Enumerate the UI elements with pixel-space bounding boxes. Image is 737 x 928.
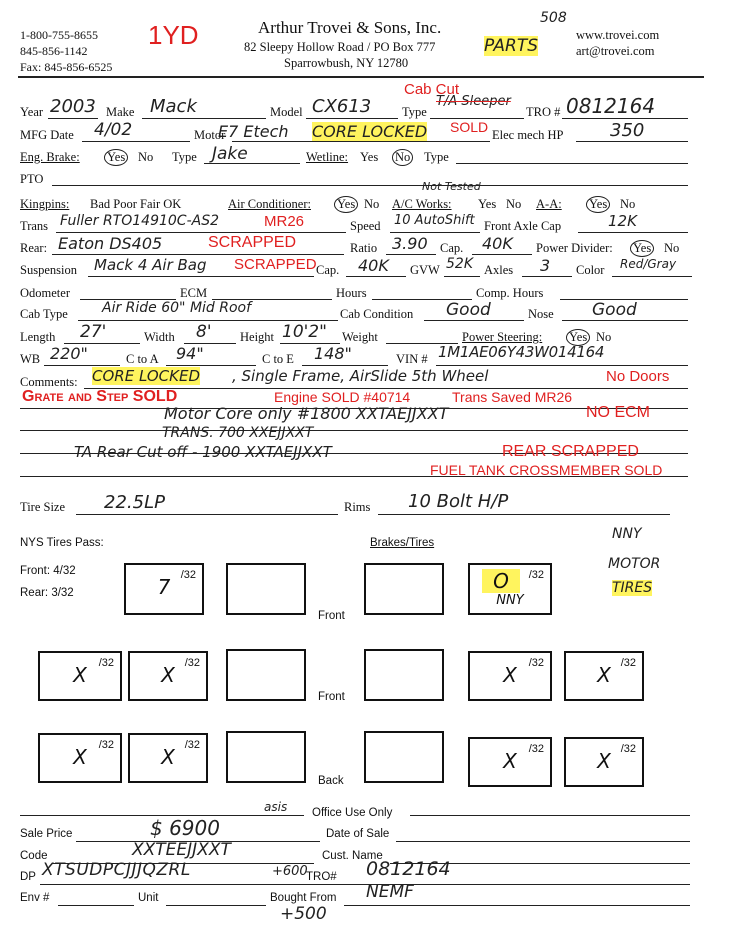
- aa-no[interactable]: No: [620, 197, 636, 211]
- tire-box-front1-4[interactable]: /32 O NNY: [468, 563, 552, 615]
- tire-box-back-3[interactable]: [226, 731, 306, 783]
- tire-box-back-5[interactable]: /32 X: [468, 737, 552, 787]
- email: art@trovei.com: [576, 44, 655, 58]
- website: www.trovei.com: [576, 28, 660, 42]
- sale-price-value: $ 6900: [150, 816, 220, 840]
- model-value: CX613: [312, 96, 372, 117]
- wb-label: WB: [20, 352, 41, 366]
- tire-box-back-6[interactable]: /32 X: [564, 737, 644, 787]
- env-label: Env #: [20, 892, 50, 904]
- hours-label: Hours: [336, 286, 367, 300]
- trans-note: MR26: [264, 213, 305, 230]
- speed-value: 10 AutoShift: [394, 213, 475, 228]
- pto-label: PTO: [20, 172, 44, 186]
- rims-label: Rims: [344, 500, 371, 514]
- tro-value: 0812164: [566, 94, 656, 118]
- color-value: Red/Gray: [620, 257, 677, 271]
- engine-sold-note: Engine SOLD #40714: [274, 389, 411, 405]
- ecm-label: ECM: [180, 286, 208, 300]
- eng-brake-no[interactable]: No: [138, 150, 154, 164]
- axles-label: Axles: [484, 263, 514, 277]
- width-value: 8': [196, 322, 212, 342]
- address-line2: Sparrowbush, NY 12780: [284, 56, 409, 70]
- c-to-e-value: 148": [314, 344, 352, 363]
- phone: 1-800-755-8655: [20, 28, 98, 42]
- front-spec: Front: 4/32: [20, 565, 76, 577]
- eng-brake-yes[interactable]: Yes: [104, 149, 128, 166]
- front-axle-cap-value: 12K: [608, 212, 637, 230]
- axles-value: 3: [540, 256, 551, 275]
- no-ecm-note: NO ECM: [586, 404, 650, 421]
- eng-type-value: Jake: [212, 144, 248, 164]
- sale-price-label: Sale Price: [20, 828, 73, 840]
- suspension-value: Mack 4 Air Bag: [94, 256, 207, 274]
- core-locked-motor: CORE LOCKED: [312, 122, 428, 141]
- color-label: Color: [576, 263, 605, 277]
- bought-from-label: Bought From: [270, 892, 337, 904]
- trans-saved-note: Trans Saved MR26: [452, 389, 573, 405]
- tro2-value: 0812164: [366, 858, 451, 880]
- address-line1: 82 Sleepy Hollow Road / PO Box 777: [244, 40, 436, 54]
- comment-line3: TRANS. 700 XXEJJXXT: [162, 425, 314, 441]
- rear-spec: Rear: 3/32: [20, 587, 74, 599]
- grate-step-note: Grate and Step SOLD: [22, 388, 178, 405]
- ac-yes[interactable]: Yes: [334, 196, 358, 213]
- vin-value: 1M1AE06Y43W014164: [438, 343, 605, 361]
- susp-cap-value: 40K: [358, 256, 389, 275]
- tire-box-front2-5[interactable]: /32 X: [468, 651, 552, 701]
- nose-label: Nose: [528, 307, 554, 321]
- hp-label: Elec mech HP: [492, 128, 564, 142]
- tro-label: TRO #: [526, 105, 561, 119]
- nny-note-3: TIRES: [612, 580, 653, 596]
- tire-box-front2-2[interactable]: /32 X: [128, 651, 208, 701]
- parts-stamp: PARTS: [484, 36, 539, 56]
- rear-scrapped-note: REAR SCRAPPED: [502, 443, 639, 460]
- comment-line1: , Single Frame, AirSlide 5th Wheel: [232, 367, 489, 385]
- tire-box-back-4[interactable]: [364, 731, 444, 783]
- power-divider-label: Power Divider:: [536, 241, 613, 255]
- mfg-date-label: MFG Date: [20, 128, 74, 142]
- nys-tires-label: NYS Tires Pass:: [20, 537, 104, 549]
- hp-value: 350: [610, 120, 645, 141]
- phone2: 845-856-1142: [20, 44, 88, 58]
- aa-label: A-A:: [536, 197, 562, 211]
- tire-box-front1-1[interactable]: /32 7: [124, 563, 204, 615]
- motor-label: Motor: [194, 128, 226, 142]
- plus-500: +500: [280, 904, 327, 924]
- cab-condition-value: Good: [446, 300, 491, 320]
- odometer-label: Odometer: [20, 286, 70, 300]
- comment-core-locked: CORE LOCKED: [92, 367, 200, 385]
- c-to-e-label: C to E: [262, 352, 294, 366]
- tire-box-front2-1[interactable]: /32 X: [38, 651, 122, 701]
- comments-label: Comments:: [20, 375, 78, 389]
- fuel-tank-note: FUEL TANK CROSSMEMBER SOLD: [430, 462, 663, 478]
- comp-hours-label: Comp. Hours: [476, 286, 544, 300]
- eng-brake-label: Eng. Brake:: [20, 150, 80, 164]
- front-label-1: Front: [318, 610, 345, 622]
- brakes-tires-label: Brakes/Tires: [370, 537, 435, 549]
- tire-box-front1-2[interactable]: [226, 563, 306, 615]
- back-label: Back: [318, 775, 344, 787]
- suspension-note: SCRAPPED: [234, 256, 317, 273]
- kingpin-options: Bad Poor Fair OK: [90, 197, 182, 211]
- power-steering-yes[interactable]: Yes: [566, 329, 590, 346]
- nny-note-1: NNY: [612, 526, 642, 542]
- rims-value: 10 Bolt H/P: [408, 491, 509, 512]
- year-value: 2003: [50, 96, 96, 117]
- cab-type-label: Cab Type: [20, 307, 68, 321]
- ratio-value: 3.90: [392, 234, 428, 253]
- tire-box-back-1[interactable]: /32 X: [38, 733, 122, 783]
- gvw-value: 52K: [446, 256, 473, 272]
- rear-value: Eaton DS405: [58, 234, 163, 253]
- front-axle-cap-label: Front Axle Cap: [484, 219, 562, 233]
- wetline-no[interactable]: No: [392, 149, 413, 166]
- make-value: Mack: [150, 96, 197, 117]
- rear-label: Rear:: [20, 241, 48, 255]
- kingpins-label: Kingpins:: [20, 197, 70, 211]
- yard-label: 1YD: [148, 20, 199, 50]
- ac-works-no[interactable]: No: [506, 197, 522, 211]
- trans-value: Fuller RTO14910C-AS2: [60, 213, 219, 229]
- height-value: 10'2": [282, 322, 327, 342]
- ratio-label: Ratio: [350, 241, 378, 255]
- wetline-label: Wetline:: [306, 150, 349, 164]
- cab-condition-label: Cab Condition: [340, 307, 414, 321]
- sale-price-note: asis: [264, 800, 288, 814]
- tire-size-value: 22.5LP: [104, 492, 165, 513]
- dp-label: DP: [20, 871, 36, 883]
- length-value: 27': [80, 322, 107, 342]
- tire-box-front2-6[interactable]: /32 X: [564, 651, 644, 701]
- code-value: XXTEEJJXXT: [132, 840, 231, 860]
- type-value-struck: T/A Sleeper: [436, 94, 511, 109]
- dp-value: XTSUDPCJJJQZRL: [42, 860, 191, 880]
- power-steering-label: Power Steering:: [462, 330, 543, 344]
- dp-plus: +600: [272, 864, 308, 879]
- motor-sold-note: SOLD: [450, 119, 489, 135]
- unit-label: Unit: [138, 892, 159, 904]
- c-to-a-label: C to A: [126, 352, 159, 366]
- speed-label: Speed: [350, 219, 381, 233]
- ac-label: Air Conditioner:: [228, 197, 311, 211]
- type-label: Type: [402, 105, 427, 119]
- power-divider-no[interactable]: No: [664, 241, 680, 255]
- tire-box-front2-4[interactable]: [364, 649, 444, 701]
- eng-type-label: Type: [172, 150, 197, 164]
- code-label: Code: [20, 850, 48, 862]
- stamp-number: 508: [540, 10, 567, 26]
- rear-cap-label: Cap.: [440, 241, 464, 255]
- motor-value: E7 Etech: [218, 122, 289, 141]
- tire-box-front2-3[interactable]: [226, 649, 306, 701]
- trans-label: Trans: [20, 219, 49, 233]
- wetline-type-label: Type: [424, 150, 449, 164]
- model-label: Model: [270, 105, 303, 119]
- vin-label: VIN #: [396, 352, 428, 366]
- date-of-sale-label: Date of Sale: [326, 828, 390, 840]
- year-label: Year: [20, 105, 44, 119]
- weight-label: Weight: [342, 330, 378, 344]
- ac-no[interactable]: No: [364, 197, 380, 211]
- suspension-label: Suspension: [20, 263, 77, 277]
- c-to-a-value: 94": [176, 344, 204, 363]
- rear-note: SCRAPPED: [208, 234, 297, 251]
- power-divider-yes[interactable]: Yes: [630, 240, 654, 257]
- length-label: Length: [20, 330, 56, 344]
- wb-value: 220": [50, 344, 88, 363]
- comment-line4: TA Rear Cut off - 1900 XXTAEJJXXT: [74, 443, 332, 461]
- rear-cap-value: 40K: [482, 234, 513, 253]
- office-use-label: Office Use Only: [312, 807, 393, 819]
- ac-works-label: A/C Works:: [392, 197, 452, 211]
- nose-value: Good: [592, 300, 637, 320]
- no-doors-note: No Doors: [606, 368, 670, 385]
- tire-box-back-2[interactable]: /32 X: [128, 733, 208, 783]
- make-label: Make: [106, 105, 135, 119]
- power-steering-no[interactable]: No: [596, 330, 612, 344]
- front-label-2: Front: [318, 691, 345, 703]
- bought-from-value: NEMF: [366, 882, 414, 902]
- tire-size-label: Tire Size: [20, 500, 66, 514]
- cust-name-label: Cust. Name: [322, 850, 383, 862]
- ac-works-yes[interactable]: Yes: [478, 197, 497, 211]
- nny-note-2: MOTOR: [608, 556, 661, 572]
- width-label: Width: [144, 330, 175, 344]
- wetline-yes[interactable]: Yes: [360, 150, 379, 164]
- cab-cut-note: Cab Cut: [404, 81, 460, 98]
- company-name: Arthur Trovei & Sons, Inc.: [258, 18, 442, 37]
- susp-cap-label: Cap.: [316, 263, 340, 277]
- height-label: Height: [240, 330, 275, 344]
- tire-box-front1-3[interactable]: [364, 563, 444, 615]
- fax: Fax: 845-856-6525: [20, 60, 113, 74]
- comment-line2: Motor Core only #1800 XXTAEJJXXT: [164, 404, 449, 423]
- gvw-label: GVW: [410, 263, 440, 277]
- cab-type-value: Air Ride 60" Mid Roof: [102, 300, 252, 316]
- aa-yes[interactable]: Yes: [586, 196, 610, 213]
- not-tested-note: Not Tested: [422, 180, 481, 193]
- mfg-date-value: 4/02: [94, 120, 133, 140]
- tro2-label: TRO#: [306, 871, 337, 883]
